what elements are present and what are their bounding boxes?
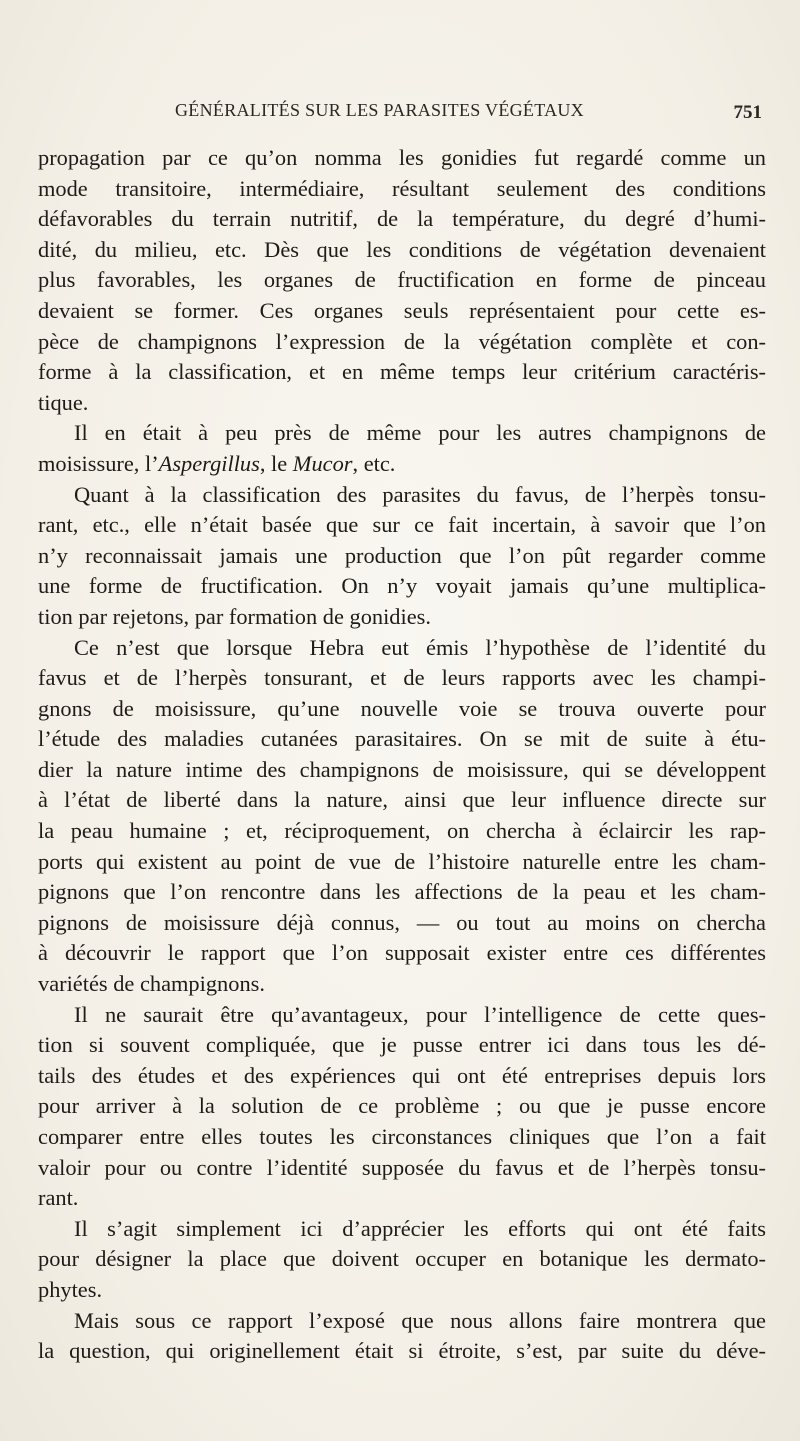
text-line: dité, du milieu, etc. Dès que les conditions de végétation devenaient [38, 236, 766, 262]
text-line: Il s’agit simplement ici d’apprécier les efforts qui ont été faits [74, 1215, 766, 1241]
body-text [38, 143, 766, 1367]
text-line: la question, qui originellement était si étroite, s’est, par suite du déve- [38, 1338, 766, 1364]
text-line: favus et de l’herpès tonsurant, et de leurs rapports avec les champi- [38, 665, 766, 691]
text-line: moisissure, l’Aspergillus, le Mucor, etc. [38, 450, 396, 476]
page-number: 751 [733, 102, 762, 123]
text-line: comparer entre elles toutes les circonstances cliniques que l’on a fait [38, 1124, 766, 1149]
text-line: tion par rejetons, par formation de gonidies. [38, 603, 431, 629]
page-header [38, 96, 766, 132]
text-line: devaient se former. Ces organes seuls représentaient pour cette es- [38, 297, 766, 323]
text-line: ports qui existent au point de vue de l’histoire naturelle entre les cham- [38, 848, 766, 874]
text-line: plus favorables, les organes de fructification en forme de pinceau [38, 267, 766, 293]
text-line: pignons que l’on rencontre dans les affections de la peau et les cham- [38, 879, 766, 905]
text-line: une forme de fructification. On n’y voyait jamais qu’une multiplica- [38, 573, 766, 599]
text-line: valoir pour ou contre l’identité supposée du favus et de l’herpès tonsu- [38, 1154, 766, 1180]
text-line: phytes. [38, 1276, 103, 1302]
running-title: GÉNÉRALITÉS SUR LES PARASITES VÉGÉTAUX [175, 100, 584, 120]
text-line: propagation par ce qu’on nomma les gonidies fut regardé comme un [38, 145, 766, 170]
text-line: Ce n’est que lorsque Hebra eut émis l’hypothèse de l’identité du [74, 634, 766, 660]
text-line: Il en était à peu près de même pour les autres champignons de [74, 420, 766, 446]
text-line: rant. [38, 1185, 79, 1211]
text-line: tique. [38, 389, 89, 415]
text-line: la peau humaine ; et, réciproquement, on chercha à éclaircir les rap- [38, 818, 766, 844]
text-line: n’y reconnaissait jamais une production que l’on pût regarder comme [38, 542, 766, 568]
text-line: tails des études et des expériences qui ont été entreprises depuis lors [38, 1062, 766, 1088]
text-line: mode transitoire, intermédiaire, résultant seulement des conditions [38, 175, 766, 201]
text-line: gnons de moisissure, qu’une nouvelle voie se trouva ouverte pour [38, 695, 766, 721]
text-line: pour arriver à la solution de ce problème ; ou que je pusse encore [38, 1093, 766, 1119]
text-line: dier la nature intime des champignons de moisissure, qui se développent [38, 756, 766, 782]
text-line: tion si souvent compliquée, que je pusse entrer ici dans tous les dé- [38, 1032, 766, 1058]
text-line: Il ne saurait être qu’avantageux, pour l’intelligence de cette ques- [74, 1001, 766, 1027]
text-line: pour désigner la place que doivent occuper en botanique les dermato- [38, 1246, 766, 1272]
text-line: l’étude des maladies cutanées parasitaires. On se mit de suite à étu- [38, 726, 766, 752]
text-line: défavorables du terrain nutritif, de la température, du degré d’humi- [38, 206, 766, 232]
text-line: variétés de champignons. [38, 971, 265, 997]
text-line: pignons de moisissure déjà connus, — ou tout au moins on chercha [38, 909, 766, 935]
text-line: à l’état de liberté dans la nature, ainsi que leur influence directe sur [38, 787, 766, 813]
text-line: à découvrir le rapport que l’on supposait exister entre ces différentes [38, 940, 766, 966]
text-line: forme à la classification, et en même temps leur critérium caractéris- [38, 359, 766, 385]
text-line: Mais sous ce rapport l’exposé que nous allons faire montrera que [74, 1307, 766, 1333]
text-line: rant, etc., elle n’était basée que sur ce fait incertain, à savoir que l’on [38, 512, 766, 538]
text-line: Quant à la classification des parasites du favus, de l’herpès tonsu- [74, 481, 766, 507]
text-line: pèce de champignons l’expression de la végétation complète et con- [38, 328, 766, 354]
